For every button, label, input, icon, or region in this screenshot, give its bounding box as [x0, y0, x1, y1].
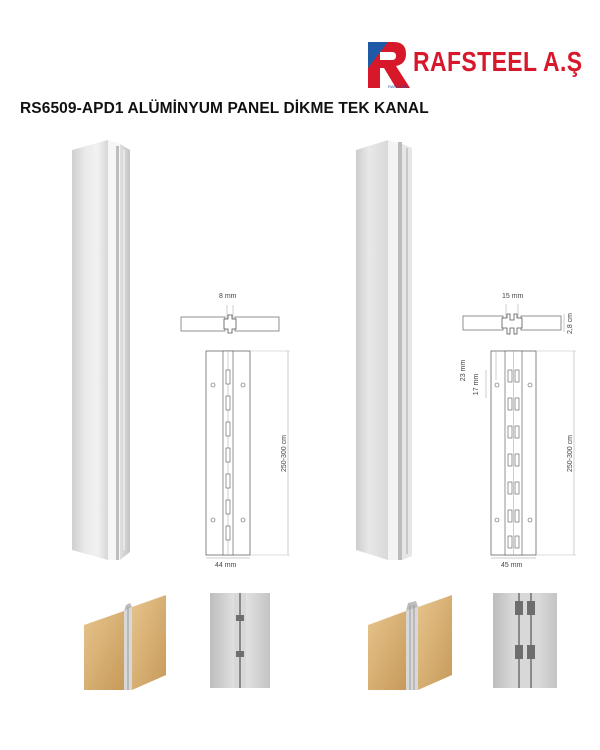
right-height-label: 250-300 cm [566, 435, 574, 472]
right-depth-label: 2,8 cm [567, 312, 575, 335]
left-wood-panel-render [80, 595, 170, 690]
left-height-label: 250-300 cm [280, 435, 288, 472]
right-gap-dimension-lines [480, 350, 500, 410]
right-profile-render [354, 140, 424, 560]
left-cross-section [180, 313, 280, 335]
svg-text:RAFSTEEL: RAFSTEEL [388, 84, 409, 89]
product-title: RS6509-APD1 ALÜMİNYUM PANEL DİKME TEK KANAL [20, 100, 429, 117]
right-gap-b-label: 17 mm [473, 373, 481, 396]
right-cross-section [462, 312, 562, 336]
right-width-label: 45 mm [501, 562, 523, 569]
left-width-label: 44 mm [215, 562, 237, 569]
right-profile-closeup [493, 593, 557, 688]
left-profile-closeup [210, 593, 270, 688]
brand-name: RAFSTEEL A.Ş [413, 46, 583, 77]
right-wood-panel-render [366, 595, 456, 690]
right-top-width-label: 15 mm [502, 293, 524, 300]
left-profile-render [68, 140, 138, 560]
rafsteel-logo-icon [366, 38, 414, 90]
right-gap-a-label: 23 mm [460, 359, 468, 382]
left-top-width-label: 8 mm [219, 293, 237, 300]
